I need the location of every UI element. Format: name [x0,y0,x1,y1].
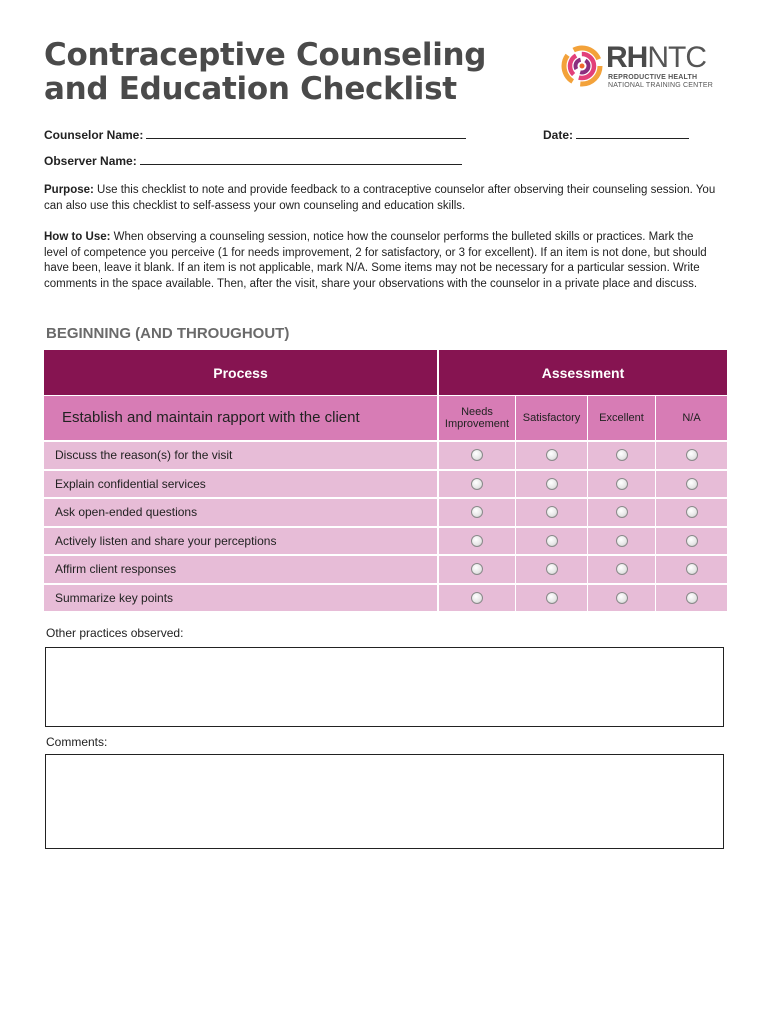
radio-cell [516,440,588,469]
other-practices-textbox[interactable] [45,647,724,727]
radio-na[interactable] [686,449,698,461]
radio-needs-improvement[interactable] [471,563,483,575]
radio-cell [588,583,656,612]
date-label: Date: [543,128,574,142]
radio-satisfactory[interactable] [546,592,558,604]
radio-excellent[interactable] [616,449,628,461]
counselor-name-label: Counselor Name: [44,128,144,142]
other-practices-label: Other practices observed: [46,626,184,640]
observer-name-field[interactable] [44,154,462,168]
radio-cell [588,554,656,583]
radio-cell [588,526,656,555]
radio-cell [516,583,588,612]
table-row-item: Ask open-ended questions [44,497,439,526]
observer-name-label: Observer Name: [44,154,137,168]
radio-satisfactory[interactable] [546,449,558,461]
radio-cell [656,469,727,498]
comments-textbox[interactable] [45,754,724,849]
radio-excellent[interactable] [616,478,628,490]
radio-cell [439,583,516,612]
rhntc-logo [560,41,730,94]
radio-excellent[interactable] [616,506,628,518]
col-needs-line-1: Needs [461,406,493,418]
comments-label: Comments: [46,735,108,749]
table-row-item: Summarize key points [44,583,439,612]
table-row-item: Actively listen and share your perceptions [44,526,439,555]
how-to-use-text: When observing a counseling session, notice how the counselor performs the bulleted skills or practices. Mark the level of competence you perceive (1 for needs improvement, 2 for satisfactory, or 3 for excellent). If an item is not done, but should have been, leave it blank. If an item is not applicable, mark N/A. Some items may not be necessary for a particular session. Write comments in the space available. Then, after the visit, share your observations with the counselor in a private place and discuss. [44,231,707,290]
radio-na[interactable] [686,563,698,575]
page-title [44,38,486,106]
logo-subtitle-1: REPRODUCTIVE HEALTH [608,74,698,81]
title-line-1: Contraceptive Counseling [44,37,487,73]
radio-satisfactory[interactable] [546,506,558,518]
section-heading: BEGINNING (AND THROUGHOUT) [46,325,290,342]
radio-cell [439,526,516,555]
process-header: Process [44,350,439,395]
col-needs-improvement [439,395,516,440]
radio-cell [439,554,516,583]
radio-satisfactory[interactable] [546,563,558,575]
col-excellent: Excellent [588,395,656,440]
radio-cell [439,469,516,498]
assessment-header: Assessment [439,350,727,395]
radio-excellent[interactable] [616,563,628,575]
logo-wordmark [606,42,706,74]
how-to-use-paragraph [44,230,716,292]
purpose-paragraph [44,183,716,214]
radio-cell [588,469,656,498]
col-satisfactory: Satisfactory [516,395,588,440]
title-line-2: and Education Checklist [44,71,457,107]
logo-ntc: NTC [647,41,706,74]
radio-needs-improvement[interactable] [471,449,483,461]
date-line[interactable] [576,128,689,139]
table-row-item: Affirm client responses [44,554,439,583]
radio-needs-improvement[interactable] [471,535,483,547]
purpose-label: Purpose: [44,184,94,196]
radio-cell [516,497,588,526]
radio-cell [656,554,727,583]
col-na: N/A [656,395,727,440]
radio-na[interactable] [686,478,698,490]
radio-na[interactable] [686,592,698,604]
group-title: Establish and maintain rapport with the client [44,395,439,440]
radio-needs-improvement[interactable] [471,592,483,604]
radio-needs-improvement[interactable] [471,506,483,518]
observer-name-line[interactable] [140,154,462,165]
radio-cell [516,469,588,498]
assessment-table [44,350,727,611]
date-field[interactable] [543,128,689,142]
radio-cell [516,526,588,555]
radio-satisfactory[interactable] [546,478,558,490]
radio-na[interactable] [686,506,698,518]
purpose-text: Use this checklist to note and provide feedback to a contraceptive counselor after observing their counseling session. You can also use this checklist to self-assess your own counseling and education skills. [44,184,716,212]
radio-excellent[interactable] [616,592,628,604]
col-needs-line-2: Improvement [444,418,510,430]
radio-cell [516,554,588,583]
radio-cell [656,497,727,526]
radio-cell [656,440,727,469]
radio-cell [656,526,727,555]
logo-subtitle-2: NATIONAL TRAINING CENTER [608,82,714,89]
radio-cell [588,497,656,526]
counselor-name-field[interactable] [44,128,466,142]
radio-needs-improvement[interactable] [471,478,483,490]
table-row-item: Discuss the reason(s) for the visit [44,440,439,469]
radio-cell [439,497,516,526]
how-to-use-label: How to Use: [44,231,111,243]
logo-rh: RH [606,41,648,74]
radio-cell [656,583,727,612]
rhntc-logo-mark-icon [560,44,604,88]
table-row-item: Explain confidential services [44,469,439,498]
radio-excellent[interactable] [616,535,628,547]
radio-cell [588,440,656,469]
radio-na[interactable] [686,535,698,547]
radio-cell [439,440,516,469]
radio-satisfactory[interactable] [546,535,558,547]
counselor-name-line[interactable] [146,128,466,139]
